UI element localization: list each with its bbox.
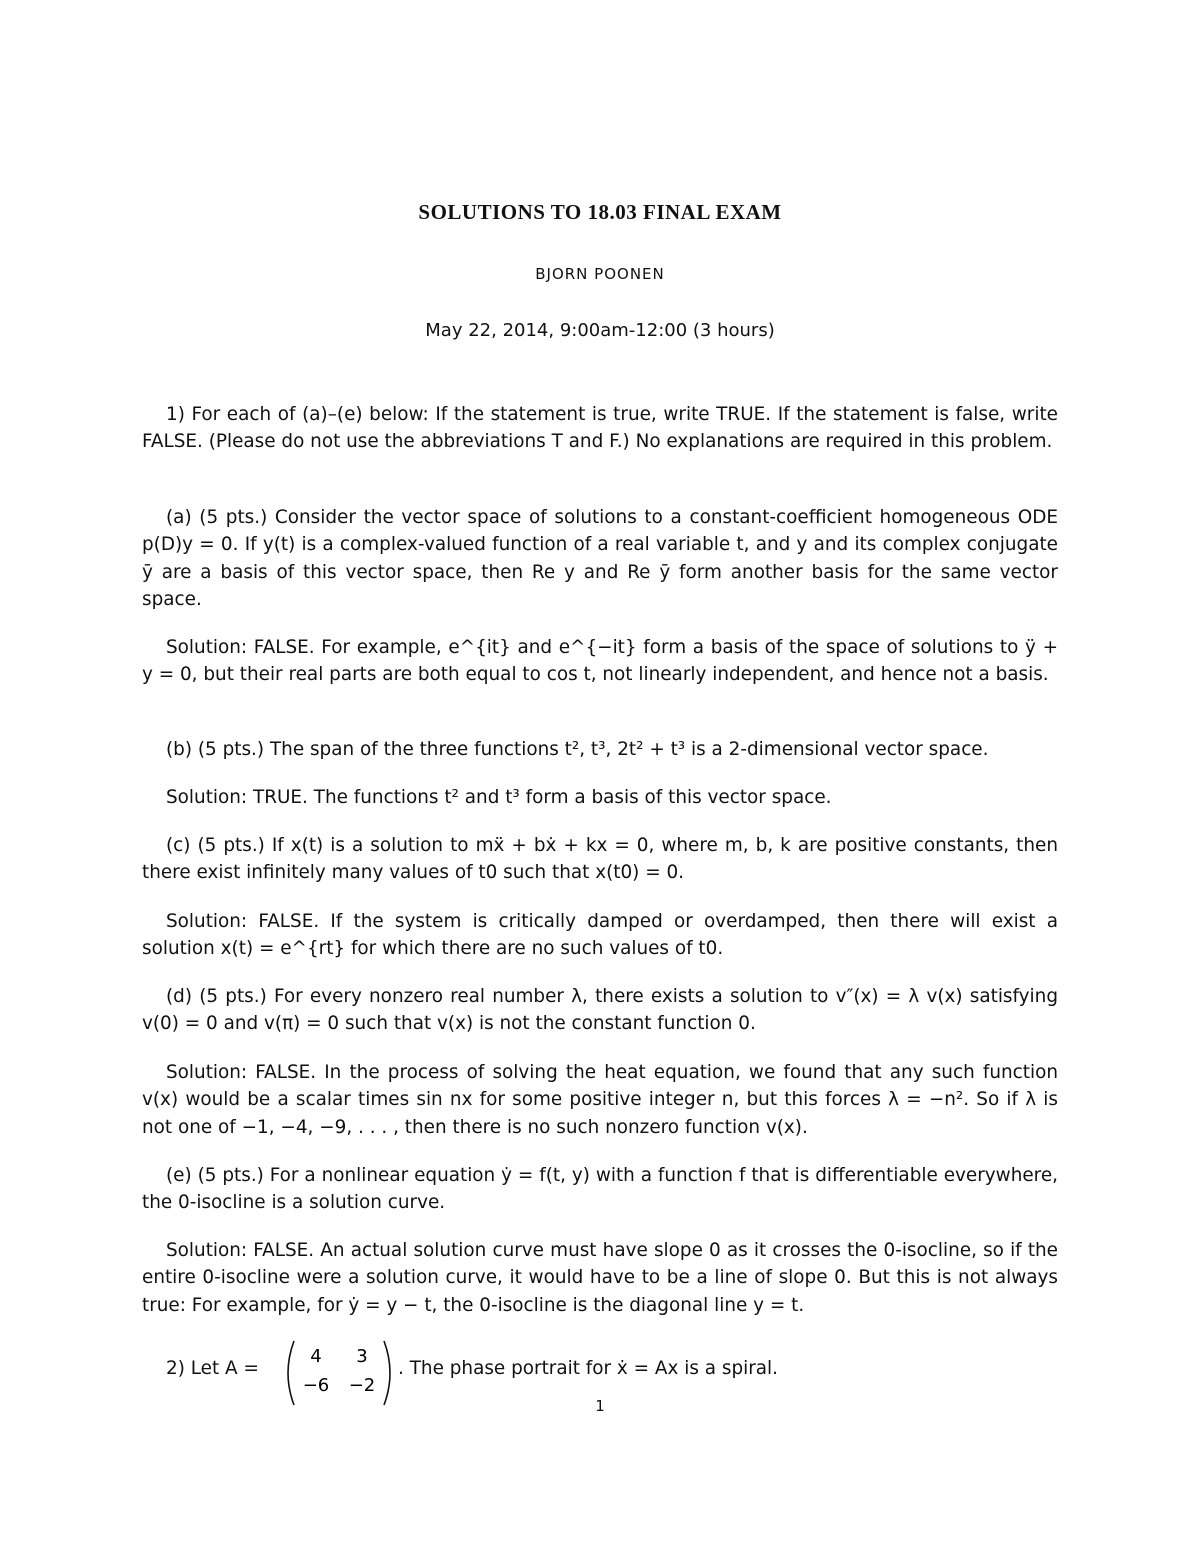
problem-1-intro: [142, 401, 1058, 456]
problem-1e-question-text: (e) (5 pts.) For a nonlinear equation ẏ = f(t, y) with a function f that is differentiable everywhere, the 0-isocline is a solution curve.: [142, 1165, 1058, 1214]
problem-2-suffix: . The phase portrait for ẋ = Ax is a spiral.: [398, 1358, 779, 1379]
problem-1b-solution: [142, 784, 1058, 811]
problem-1a-question: [142, 504, 1058, 613]
problem-2-prefix: 2) Let A =: [166, 1358, 259, 1379]
matrix-left-paren: [288, 1341, 294, 1405]
problem-1d-solution: [142, 1059, 1058, 1141]
matrix-cell-22: −2: [348, 1375, 376, 1396]
author-name: BJORN POONEN: [535, 265, 665, 283]
matrix-right-paren: [384, 1341, 390, 1405]
problem-1e-solution-text: Solution: FALSE. An actual solution curve must have slope 0 as it crosses the 0-isocline, so if the entire 0-isocline were a solution curve, it would have to be a line of slope 0. But this is not always true: For example, for ẏ = y − t, the 0-isocline is the diagonal line y = t.: [142, 1240, 1058, 1316]
problem-1c-solution-text: Solution: FALSE. If the system is critically damped or overdamped, then there will exist a solution x(t) = e^{rt} for which there are no such values of t0.: [142, 911, 1058, 960]
problem-1a-solution: [142, 634, 1058, 689]
problem-1b-solution-text: Solution: TRUE. The functions t² and t³ form a basis of this vector space.: [166, 787, 832, 808]
problem-1a-question-text: (a) (5 pts.) Consider the vector space of solutions to a constant-coefficient homogeneous ODE p(D)y = 0. If y(t) is a complex-valued function of a real variable t, and y and its complex conjugate ȳ are a basis of this vector space, then Re y and Re ȳ form another basis for the same vector space.: [142, 507, 1058, 610]
problem-1-intro-text: 1) For each of (a)–(e) below: If the statement is true, write TRUE. If the statement is false, write FALSE. (Please do not use the abbreviations T and F.) No explanations are required in this problem.: [142, 404, 1058, 453]
problem-1b-question: [142, 736, 1058, 763]
problem-1e-solution: [142, 1237, 1058, 1319]
matrix-cell-11: 4: [310, 1346, 322, 1367]
problem-1c-solution: [142, 908, 1058, 963]
problem-1c-question-text: (c) (5 pts.) If x(t) is a solution to mẍ + bẋ + kx = 0, where m, b, k are positive constants, then there exist infinitely many values of t0 such that x(t0) = 0.: [142, 835, 1058, 884]
problem-1d-question: [142, 983, 1058, 1038]
page-number: 1: [595, 1397, 605, 1415]
document-title: SOLUTIONS TO 18.03 FINAL EXAM: [418, 200, 782, 224]
problem-1c-question: [142, 832, 1058, 887]
problem-1b-question-text: (b) (5 pts.) The span of the three functions t², t³, 2t² + t³ is a 2-dimensional vector space.: [166, 739, 989, 760]
matrix-cell-12: 3: [356, 1346, 368, 1367]
exam-date: May 22, 2014, 9:00am-12:00 (3 hours): [425, 320, 775, 341]
problem-1d-question-text: (d) (5 pts.) For every nonzero real number λ, there exists a solution to v″(x) = λ v(x) satisfying v(0) = 0 and v(π) = 0 such that v(x) is not the constant function 0.: [142, 986, 1058, 1035]
problem-1d-solution-text: Solution: FALSE. In the process of solving the heat equation, we found that any such function v(x) would be a scalar times sin nx for some positive integer n, but this forces λ = −n². So if λ is not one of −1, −4, −9, . . . , then there is no such nonzero function v(x).: [142, 1062, 1058, 1138]
problem-1a-solution-text: Solution: FALSE. For example, e^{it} and e^{−it} form a basis of the space of solutions to ÿ + y = 0, but their real parts are both equal to cos t, not linearly independent, and hence not a basis.: [142, 637, 1058, 686]
problem-1e-question: [142, 1162, 1058, 1217]
matrix-cell-21: −6: [302, 1375, 330, 1396]
